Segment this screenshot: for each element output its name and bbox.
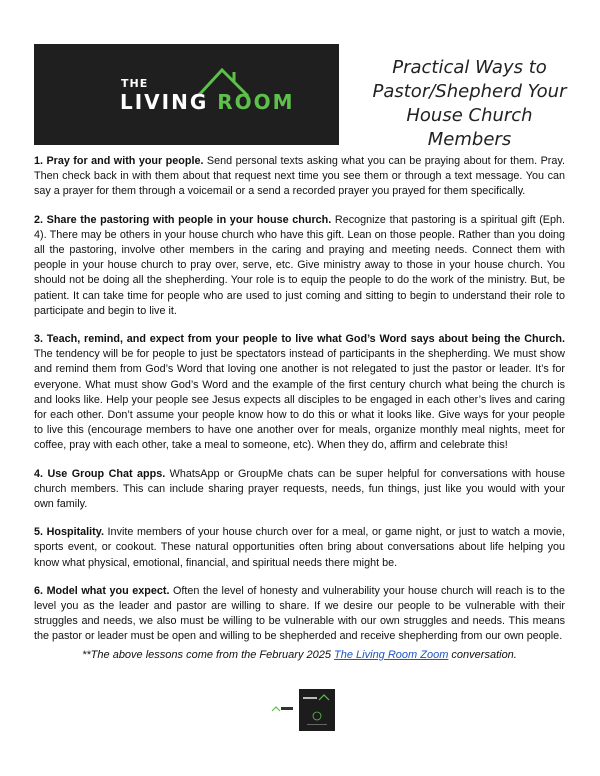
living-room-logo — [34, 44, 339, 145]
footnote-before: **The above lessons come from the February 2025 — [82, 649, 335, 661]
logo-wordmark — [120, 78, 295, 112]
article-body — [34, 154, 565, 658]
item-body: Recognize that pastoring is a spiritual gift (Eph. 4). There may be others in your house church who have this gift. Lean on those people. Rather than you doing all the pastoring, involve other members in the caring and praying and meeting needs. Connect them with people in your house church to pray over, serve, etc. Give ministry away to those in your house church. You should not be doing all the shepherding. Your role is to equip the people to do the work of the ministry. But, be patient. It can take time for people who are used to just coming and sitting to begin to understand their role to participate and begin to live it. — [34, 213, 566, 317]
list-item — [34, 584, 565, 645]
item-heading: 5. Hospitality. — [34, 526, 104, 539]
item-heading: 4. Use Group Chat apps. — [34, 467, 166, 480]
list-item — [34, 525, 565, 571]
thumbnail-graphic — [299, 689, 335, 731]
thumbnail-image — [299, 689, 335, 731]
title-line: Members — [427, 129, 512, 150]
list-item — [34, 467, 565, 513]
item-body: Often the level of honesty and vulnerability your house church will reach is to the level you as the leader and pastor are willing to share. If we desire our people to be vulnerable with their struggles and needs, we also must be willing to be vulnerable with our own struggles and needs. This means the pastor or leader must be open and willing to be shepherded and receive shepherding from our own people. — [34, 584, 565, 643]
logo-living: LIVING — [120, 90, 209, 114]
item-body: Send personal texts asking what you can be praying about for them. Pray. Then check back in with them about that request next time you see them or through a text message. You can say a prayer for them through a voicemail or a send a recorded prayer you prayed for them specifically. — [34, 155, 565, 198]
list-item — [34, 154, 565, 200]
source-footnote — [34, 649, 565, 661]
small-logo — [270, 702, 294, 716]
list-item — [34, 213, 565, 319]
page-title — [342, 56, 597, 152]
small-roof-icon — [270, 702, 294, 716]
item-heading: 1. Pray for and with your people. — [34, 155, 204, 167]
item-body: WhatsApp or GroupMe chats can be super helpful for conversations with house church members. This can include sharing prayer requests, needs, fun things, just like you would with your own family. — [34, 467, 565, 511]
title-line: House Church — [406, 105, 533, 126]
item-body: Invite members of your house church over for a meal, or game night, or just to watch a movie, sports event, or cookout. These natural opportunities often bring about conversations about life helping you know what physical, emotional, financial, and spiritual needs there might be. — [34, 526, 565, 569]
item-heading: 6. Model what you expect. — [34, 584, 170, 597]
item-heading: 2. Share the pastoring with people in your house church. — [34, 213, 332, 226]
footnote-after: conversation. — [448, 649, 517, 661]
living-room-zoom-link[interactable]: The Living Room Zoom — [334, 649, 449, 661]
title-line: Pastor/Shepherd Your — [372, 81, 567, 102]
logo-room: ROOM — [217, 90, 295, 114]
logo-the: THE — [121, 77, 149, 90]
title-line: Practical Ways to — [392, 57, 547, 78]
list-item — [34, 332, 565, 454]
item-heading: 3. Teach, remind, and expect from your people to live what God’s Word says about being the Church. — [34, 333, 565, 346]
item-body: The tendency will be for people to just be spectators instead of participants in the shepherding. We must show and remind them from God’s Word that loving one another is not relegated to just the pastor or leader. It’s for everyone. What must show God’s Word and the example of the first century church what being the church is and looks like. Help your people see Jesus expects all disciples to be engaged in each other’s lives and caring for each other. Don’t assume your people know how to do this or what it looks like. Give ways for your people to live this (encourage members to have one another over for meals, organize monthly meal nights, meet for coffee, pray with each other, take a meal to someone, etc). When they do, affirm and celebrate this! — [34, 348, 565, 452]
